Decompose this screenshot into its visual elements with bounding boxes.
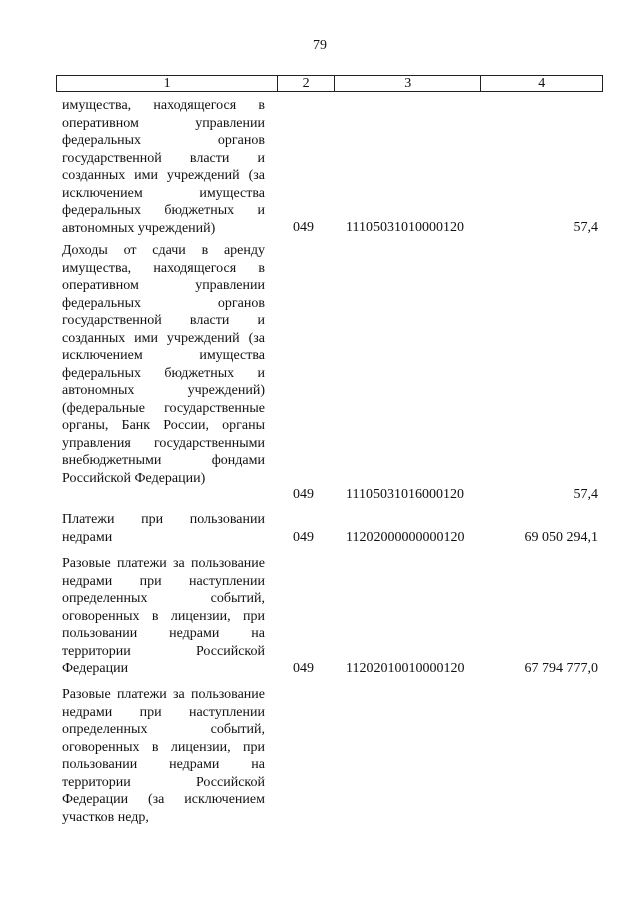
row-budget-code: 11202000000000120 [346, 530, 465, 545]
row-amount: 57,4 [573, 220, 598, 235]
row-admin-code: 049 [293, 487, 314, 502]
row-amount: 69 050 294,1 [524, 530, 598, 545]
row-description: Платежи при пользовании недрами [62, 512, 265, 545]
row-admin-code: 049 [293, 530, 314, 545]
row-admin-code: 049 [293, 220, 314, 235]
row-description: Доходы от сдачи в аренду имущества, находящегося в оперативном управлении федеральных органов государственной власти и созданных ими учреждений (за исключением имущества федеральных бюджетных и автономных учреждений) (федеральные государственные органы, Банк России, органы управления государственными внебюджетными фондами Российской Федерации) [62, 243, 265, 486]
table-header [56, 75, 603, 92]
row-description: Разовые платежи за пользование недрами при наступлении определенных событий, оговоренных в лицензии, при пользовании недрами на территории Российской Федерации [62, 556, 265, 676]
table-row [0, 242, 640, 504]
row-description: имущества, находящегося в оперативном управлении федеральных органов государственной власти и созданных ими учреждений (за исключением имущества федеральных бюджетных и автономных учреждений) [62, 98, 265, 236]
table-row [0, 511, 640, 547]
page-number: 79 [313, 38, 327, 53]
row-amount: 67 794 777,0 [524, 661, 598, 676]
table-row [0, 555, 640, 677]
header-col-2: 2 [278, 76, 335, 91]
row-amount: 57,4 [573, 487, 598, 502]
row-budget-code: 11202010010000120 [346, 661, 465, 676]
row-budget-code: 11105031010000120 [346, 220, 464, 235]
header-col-3: 3 [335, 76, 481, 91]
header-col-4: 4 [538, 76, 546, 91]
row-description: Разовые платежи за пользование недрами при наступлении определенных событий, оговоренных в лицензии, при пользовании недрами на территории Российской Федерации (за исключением участков недр, [62, 687, 265, 825]
table-row [0, 686, 640, 826]
row-admin-code: 049 [293, 661, 314, 676]
header-col-1: 1 [57, 76, 278, 91]
table-row [0, 97, 640, 237]
row-budget-code: 11105031016000120 [346, 487, 464, 502]
